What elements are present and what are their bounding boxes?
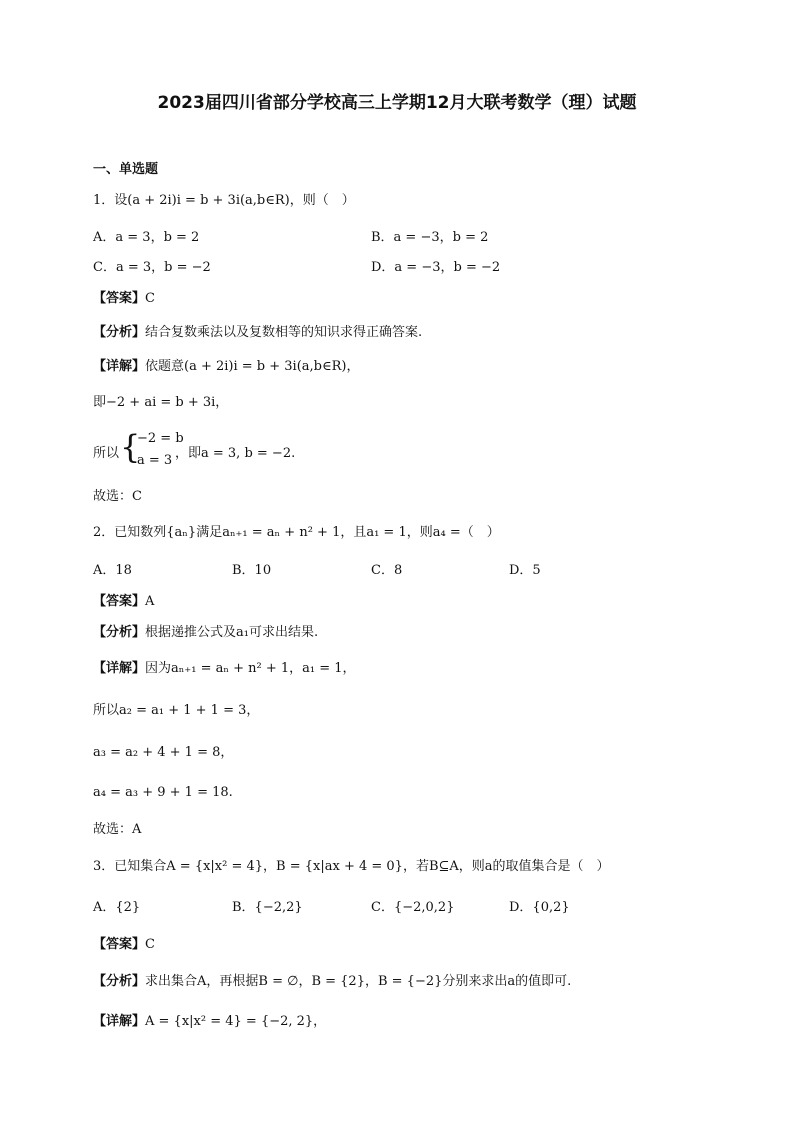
system-prefix: 所以 <box>93 446 120 461</box>
q3-option-d: D．{0,2} <box>509 900 570 915</box>
answer-tag: 【答案】 <box>93 291 146 306</box>
q3-analysis <box>93 973 571 991</box>
q1-option-a: A．a = 3，b = 2 <box>93 230 200 245</box>
q3-option-c: C．{−2,0,2} <box>371 900 455 915</box>
q3-option-b: B．{−2,2} <box>232 900 303 915</box>
q1-detail <box>93 358 359 376</box>
analysis-tag: 【分析】 <box>93 325 146 340</box>
q1-stem: 1．设(a + 2i)i = b + 3i(a,b∈R)，则（ ） <box>93 193 355 208</box>
page-title: 2023届四川省部分学校高三上学期12月大联考数学（理）试题 <box>157 93 637 113</box>
q3-option-a: A．{2} <box>93 900 141 915</box>
q3-detail <box>93 1013 326 1031</box>
q2-step1: 所以a₂ = a₁ + 1 + 1 = 3， <box>93 703 260 718</box>
answer-value: C <box>145 937 155 952</box>
answer-tag: 【答案】 <box>93 937 146 952</box>
answer-value: A <box>145 594 155 609</box>
q2-step3: a₄ = a₃ + 9 + 1 = 18. <box>93 785 233 800</box>
q1-option-d: D．a = −3，b = −2 <box>371 260 501 275</box>
q3-answer <box>93 936 155 954</box>
detail-tag: 【详解】 <box>93 359 146 374</box>
q2-option-c: C．8 <box>371 563 403 578</box>
q3-stem: 3．已知集合A = {x|x² = 4}，B = {x|ax + 4 = 0}，若B⊆A，则a的取值集合是（ ） <box>93 859 610 874</box>
system-suffix: ，即a = 3, b = −2. <box>175 446 296 461</box>
q1-equation-system <box>93 430 393 470</box>
detail-tag: 【详解】 <box>93 1014 146 1029</box>
q2-stem: 2．已知数列{aₙ}满足aₙ₊₁ = aₙ + n² + 1，且a₁ = 1，则a₄ =（ ） <box>93 525 500 540</box>
answer-value: C <box>145 291 155 306</box>
q1-analysis <box>93 324 422 342</box>
analysis-tag: 【分析】 <box>93 974 146 989</box>
analysis-text: 根据递推公式及a₁可求出结果. <box>145 625 319 640</box>
q2-option-d: D．5 <box>509 563 541 578</box>
detail-tag: 【详解】 <box>93 661 146 676</box>
q2-answer <box>93 593 154 611</box>
q1-step1: 即−2 + ai = b + 3i， <box>93 395 229 410</box>
q2-option-b: B．10 <box>232 563 272 578</box>
system-row-1: −2 = b <box>137 431 184 446</box>
detail-text: 因为aₙ₊₁ = aₙ + n² + 1，a₁ = 1， <box>145 661 356 676</box>
analysis-text: 求出集合A，再根据B = ∅，B = {2}，B = {−2}分别来求出a的值即可. <box>145 974 572 989</box>
q1-conclusion: 故选：C <box>93 489 142 504</box>
answer-tag: 【答案】 <box>93 594 146 609</box>
analysis-tag: 【分析】 <box>93 625 146 640</box>
q1-option-b: B．a = −3，b = 2 <box>371 230 489 245</box>
detail-text: A = {x|x² = 4} = {−2, 2}， <box>145 1014 327 1029</box>
q1-answer <box>93 290 155 308</box>
q1-option-c: C．a = 3，b = −2 <box>93 260 211 275</box>
left-brace-icon: { <box>120 428 141 466</box>
q2-option-a: A．18 <box>93 563 132 578</box>
q2-detail <box>93 660 356 678</box>
detail-text: 依题意(a + 2i)i = b + 3i(a,b∈R)， <box>145 359 360 374</box>
q2-conclusion: 故选：A <box>93 822 142 837</box>
analysis-text: 结合复数乘法以及复数相等的知识求得正确答案. <box>145 325 423 340</box>
system-row-2: a = 3 <box>137 453 173 468</box>
q2-analysis <box>93 624 318 642</box>
q2-step2: a₃ = a₂ + 4 + 1 = 8， <box>93 745 234 760</box>
section-heading: 一、单选题 <box>93 162 159 177</box>
